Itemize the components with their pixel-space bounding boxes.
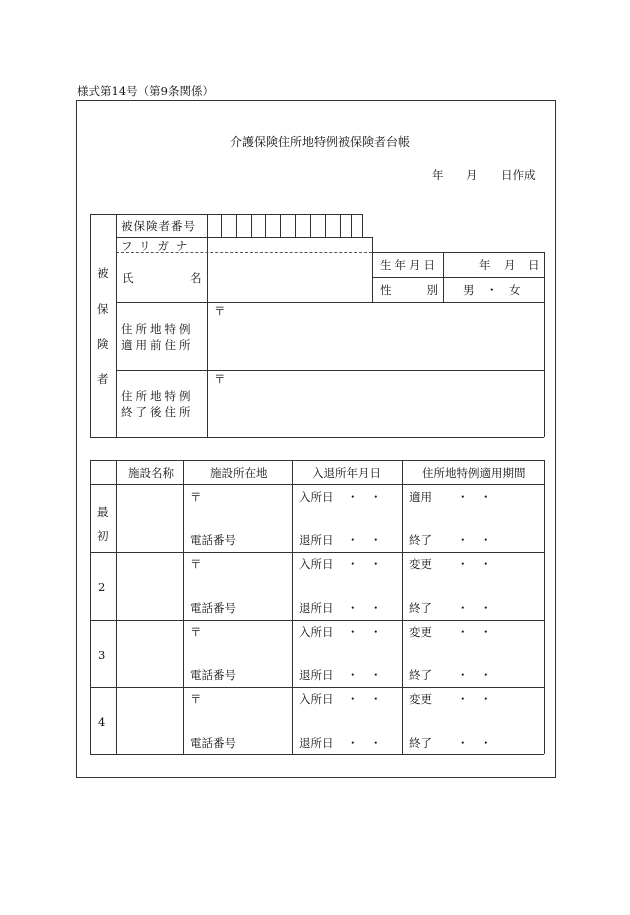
phone-label: 電話番号 bbox=[190, 533, 236, 547]
end-label: 終了 bbox=[409, 601, 432, 615]
discharge-label: 退所日 bbox=[299, 736, 334, 750]
admission-label: 入所日 bbox=[299, 625, 334, 639]
date-made-label: 日作成 bbox=[501, 168, 536, 182]
row-number: 2 bbox=[98, 580, 106, 594]
apply-label: 適用 bbox=[409, 490, 432, 504]
date-dots: ・ ・ bbox=[347, 601, 382, 615]
end-label: 終了 bbox=[409, 668, 432, 682]
insured-number-label: 被保険者番号 bbox=[121, 219, 196, 233]
date-month-label: 月 bbox=[466, 168, 478, 182]
address-after-label: 終了後住所 bbox=[121, 405, 194, 419]
sex-label: 性 別 bbox=[380, 283, 442, 297]
address-after-label: 住所地特例 bbox=[121, 389, 194, 403]
postal-mark: 〒 bbox=[190, 557, 202, 571]
birthdate-label: 生年月日 bbox=[380, 258, 438, 272]
postal-mark: 〒 bbox=[190, 692, 202, 706]
phone-label: 電話番号 bbox=[190, 668, 236, 682]
end-label: 終了 bbox=[409, 533, 432, 547]
row-number: 最 初 bbox=[97, 505, 109, 543]
form-number: 様式第14号（第9条関係） bbox=[77, 84, 214, 98]
address-before-label: 住所地特例 bbox=[121, 322, 194, 336]
date-dots: ・ ・ bbox=[347, 692, 382, 706]
header-special-period: 住所地特例適用期間 bbox=[422, 466, 526, 480]
name-label: 氏 bbox=[122, 271, 134, 285]
date-dots: ・ ・ bbox=[457, 736, 492, 750]
date-year-label: 年 bbox=[432, 168, 444, 182]
change-label: 変更 bbox=[409, 557, 432, 571]
change-label: 変更 bbox=[409, 625, 432, 639]
date-dots: ・ ・ bbox=[347, 490, 382, 504]
side-label-char: 被 bbox=[97, 266, 109, 280]
discharge-label: 退所日 bbox=[299, 668, 334, 682]
date-dots: ・ ・ bbox=[457, 692, 492, 706]
header-admission-dates: 入退所年月日 bbox=[312, 466, 381, 480]
date-dots: ・ ・ bbox=[457, 557, 492, 571]
postal-mark: 〒 bbox=[214, 304, 226, 318]
date-dots: ・ ・ bbox=[457, 668, 492, 682]
admission-label: 入所日 bbox=[299, 490, 334, 504]
page-title: 介護保険住所地特例被保険者台帳 bbox=[230, 135, 411, 149]
phone-label: 電話番号 bbox=[190, 736, 236, 750]
change-label: 変更 bbox=[409, 692, 432, 706]
side-label-char: 保 bbox=[97, 302, 109, 316]
birth-year-label: 年 bbox=[479, 258, 491, 272]
header-facility-name: 施設名称 bbox=[128, 466, 174, 480]
postal-mark: 〒 bbox=[190, 490, 202, 504]
date-dots: ・ ・ bbox=[457, 490, 492, 504]
postal-mark: 〒 bbox=[190, 625, 202, 639]
date-dots: ・ ・ bbox=[347, 533, 382, 547]
discharge-label: 退所日 bbox=[299, 533, 334, 547]
birth-month-label: 月 bbox=[504, 258, 516, 272]
date-dots: ・ ・ bbox=[347, 625, 382, 639]
date-dots: ・ ・ bbox=[347, 736, 382, 750]
admission-label: 入所日 bbox=[299, 692, 334, 706]
name-label: 名 bbox=[190, 271, 202, 285]
end-label: 終了 bbox=[409, 736, 432, 750]
side-label-char: 者 bbox=[97, 372, 109, 386]
date-dots: ・ ・ bbox=[457, 533, 492, 547]
row-number: 3 bbox=[98, 648, 106, 662]
address-before-label: 適用前住所 bbox=[121, 338, 194, 352]
sex-value[interactable]: 男 ・ 女 bbox=[463, 283, 521, 297]
postal-mark: 〒 bbox=[214, 372, 226, 386]
row-number: 4 bbox=[98, 715, 106, 729]
date-dots: ・ ・ bbox=[457, 601, 492, 615]
furigana-label: フリガナ bbox=[121, 239, 195, 253]
birth-day-label: 日 bbox=[528, 258, 540, 272]
phone-label: 電話番号 bbox=[190, 601, 236, 615]
header-facility-location: 施設所在地 bbox=[210, 466, 268, 480]
discharge-label: 退所日 bbox=[299, 601, 334, 615]
side-label-char: 険 bbox=[97, 337, 109, 351]
admission-label: 入所日 bbox=[299, 557, 334, 571]
date-dots: ・ ・ bbox=[347, 557, 382, 571]
date-dots: ・ ・ bbox=[347, 668, 382, 682]
date-dots: ・ ・ bbox=[457, 625, 492, 639]
